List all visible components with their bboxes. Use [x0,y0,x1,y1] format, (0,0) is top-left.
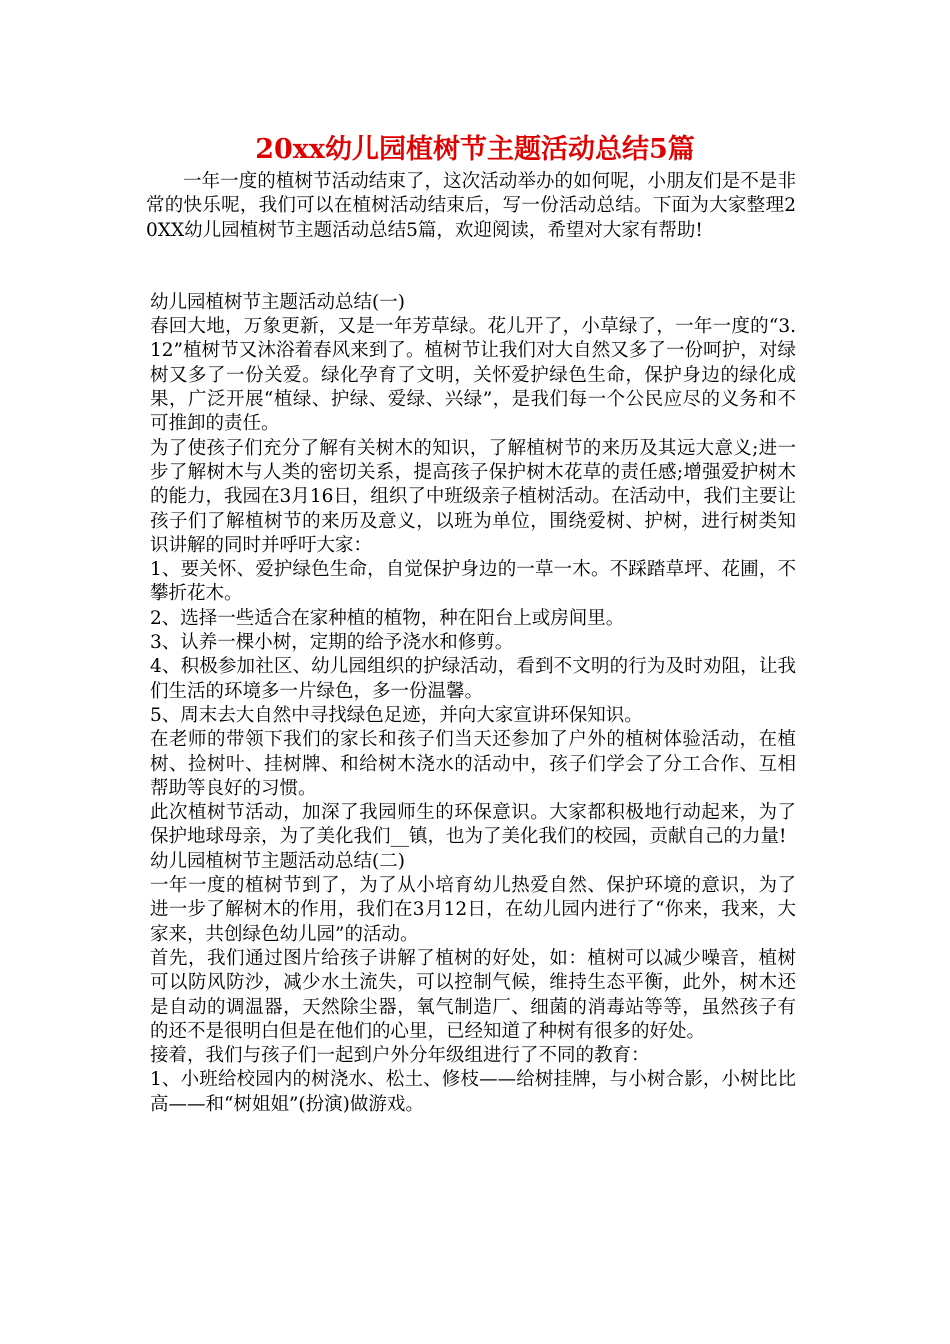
intro-paragraph: 一年一度的植树节活动结束了，这次活动举办的如何呢，小朋友们是不是非常的快乐呢，我们可以在植树活动结束后，写一份活动总结。下面为大家整理20XX幼儿园植树节主题活动总结5篇，欢迎阅读，希望对大家有帮助! [146,171,796,241]
paragraph-spacer [146,243,796,291]
list-item: 1、要关怀、爱护绿色生命，自觉保护身边的一草一木。不踩踏草坪、花圃，不攀折花木。 [150,559,796,605]
section-heading-2: 幼儿园植树节主题活动总结(二) [150,850,405,872]
list-item: 2、选择一些适合在家种植的植物，种在阳台上或房间里。 [150,607,625,629]
paragraph: 首先，我们通过图片给孩子讲解了植树的好处，如：植树可以减少噪音，植树可以防风防沙，减少水土流失，可以控制气候，维持生态平衡，此外，树木还是自动的调温器，天然除尘器，氧气制造厂、细菌的消毒站等等，虽然孩子有的还不是很明白但是在他们的心里，已经知道了种树有很多的好处。 [150,947,796,1042]
document-body [146,170,796,1117]
paragraph: 一年一度的植树节到了，为了从小培育幼儿热爱自然、保护环境的意识，为了进一步了解树木的作用，我们在3月12日，在幼儿园内进行了“你来，我来，大家来，共创绿色幼儿园”的活动。 [150,875,796,945]
paragraph: 在老师的带领下我们的家长和孩子们当天还参加了户外的植树体验活动，在植树、捡树叶、挂树牌、和给树木浇水的活动中，孩子们学会了分工合作、互相帮助等良好的习惯。 [150,729,796,799]
list-item: 3、认养一棵小树，定期的给予浇水和修剪。 [150,632,514,654]
paragraph: 春回大地，万象更新，又是一年芳草绿。花儿开了，小草绿了，一年一度的“3.12”植树节又沐浴着春风来到了。植树节让我们对大自然又多了一份呵护，对绿树又多了一份关爱。绿化孕育了文明，关怀爱护绿色生命，保护身边的绿化成果，广泛开展“植绿、护绿、爱绿、兴绿”，是我们每一个公民应尽的义务和不可推卸的责任。 [150,316,796,435]
paragraph: 接着，我们与孩子们一起到户外分年级组进行了不同的教育： [150,1045,650,1067]
list-item: 4、积极参加社区、幼儿园组织的护绿活动，看到不文明的行为及时劝阻，让我们生活的环境多一片绿色，多一份温馨。 [150,656,796,702]
section-heading-1: 幼儿园植树节主题活动总结(一) [150,291,405,313]
list-item: 1、小班给校园内的树浇水、松土、修枝——给树挂牌，与小树合影，小树比比高——和“树姐姐”(扮演)做游戏。 [150,1069,796,1115]
list-item: 5、周末去大自然中寻找绿色足迹，并向大家宣讲环保知识。 [150,704,643,726]
paragraph: 此次植树节活动，加深了我园师生的环保意识。大家都积极地行动起来，为了保护地球母亲，为了美化我们__镇，也为了美化我们的校园，贡献自己的力量! [150,802,796,848]
paragraph: 为了使孩子们充分了解有关树木的知识，了解植树节的来历及其远大意义;进一步了解树木与人类的密切关系，提高孩子保护树木花草的责任感;增强爱护树木的能力，我园在3月16日，组织了中班级亲子植树活动。在活动中，我们主要让孩子们了解植树节的来历及意义，以班为单位，围绕爱树、护树，进行树类知识讲解的同时并呼吁大家： [150,437,796,556]
document-title: 20xx幼儿园植树节主题活动总结5篇 [255,134,695,165]
